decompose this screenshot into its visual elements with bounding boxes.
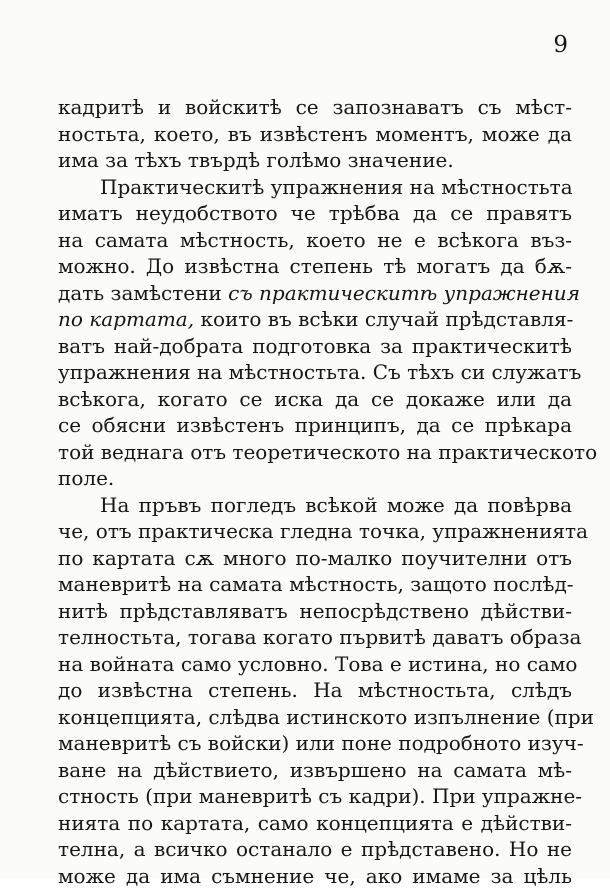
text-line: има за тѣхъ твърдѣ голѣмо значение. bbox=[58, 148, 454, 172]
text-line: нията по картата, само концепцията е дѣйстви- bbox=[58, 810, 572, 835]
text-line: може да има съмнение че, ако имаме за цѣль bbox=[58, 863, 572, 888]
text-line: той веднага отъ теоретическото на практическото bbox=[58, 439, 598, 464]
text-line: поле. bbox=[58, 466, 115, 490]
text-line: до извѣстна степень. На мѣстностьта, слѣдъ bbox=[58, 678, 572, 702]
text-line: нитѣ прѣдставляватъ непосрѣдствено дѣйстви- bbox=[58, 598, 572, 623]
text-line: ватъ най-добрата подготовка за практическитѣ bbox=[58, 333, 572, 358]
text-line: концепцията, слѣдва истинското изпълнение (при bbox=[58, 704, 594, 729]
text-line: можно. До извѣстна степень тѣ могатъ да бѫ- bbox=[58, 254, 572, 278]
text-line: се обясни извѣстенъ принципъ, да се прѣкара bbox=[58, 413, 572, 437]
text-line: упражнения на мѣстностьта. Съ тѣхъ си служатъ bbox=[58, 360, 582, 384]
page-number: 9 bbox=[553, 32, 568, 58]
text-line: ване на дѣйствието, извършено на самата мѣ- bbox=[58, 757, 572, 782]
text-line: всѣкога, когато се иска да се докаже или да bbox=[58, 386, 572, 411]
italic-phrase: съ практическитѣ упражнения bbox=[228, 280, 580, 305]
text-line: Практическитѣ упражнения на мѣстностьта bbox=[100, 174, 573, 199]
text-segment: които въ всѣки случай прѣдставля- bbox=[194, 307, 574, 331]
text-line: на войната само условно. Това е истина, но само bbox=[58, 651, 578, 676]
text-line: кадритѣ и войскитѣ се запознаватъ съ мѣст- bbox=[58, 95, 572, 119]
text-line: ностьта, което, въ извѣстенъ моментъ, може да bbox=[58, 121, 572, 146]
text-line: маневритѣ на самата мѣстность, защото послѣд- bbox=[58, 572, 574, 596]
italic-phrase: по картата, bbox=[58, 307, 195, 331]
text-line: иматъ неудобството че трѣбва да се правятъ bbox=[58, 201, 572, 225]
text-line: по картата сѫ много по-малко поучителни отъ bbox=[58, 545, 572, 570]
text-segment: дать замѣстени bbox=[58, 280, 229, 305]
text-line: телностьта, тогава когато първитѣ даватъ образа bbox=[58, 625, 582, 649]
text-line: стность (при маневритѣ съ кадри). При упражне- bbox=[58, 784, 583, 808]
text-line bbox=[58, 306, 572, 332]
text-line: маневритѣ съ войски) или поне подробното изуч- bbox=[58, 731, 584, 755]
text-line bbox=[58, 280, 580, 306]
text-line: че, отъ практическа гледна точка, упражненията bbox=[58, 519, 589, 543]
text-line: на самата мѣстность, което не е всѣкога въз- bbox=[58, 227, 572, 252]
text-line: На пръвъ погледъ всѣкой може да повѣрва bbox=[100, 492, 572, 517]
text-line: телна, а всичко останало е прѣдставено. Но не bbox=[58, 837, 572, 861]
